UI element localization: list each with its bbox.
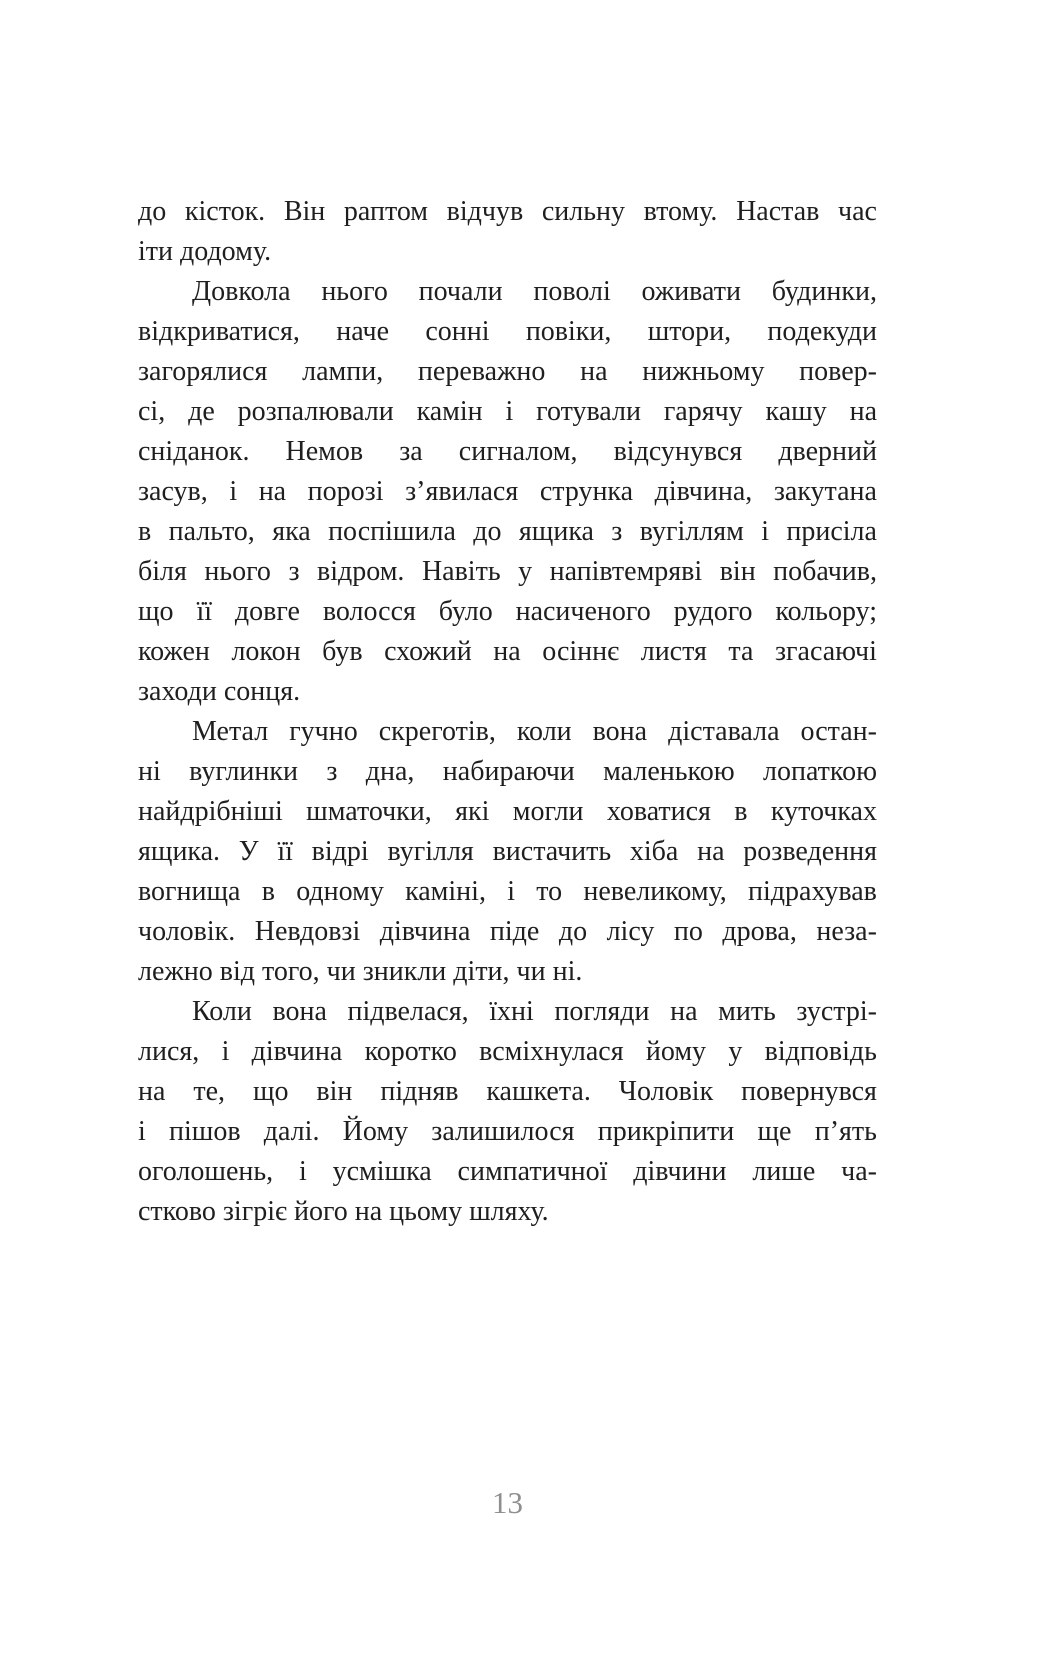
word: час xyxy=(838,196,877,227)
word: був xyxy=(322,636,363,667)
word: подекуди xyxy=(767,316,877,347)
word: і xyxy=(507,876,515,907)
word: могли xyxy=(512,796,584,827)
word: довге xyxy=(234,596,300,627)
word: вугілля xyxy=(387,836,474,867)
word: волосся xyxy=(322,596,416,627)
word: Коли xyxy=(192,996,252,1027)
word: кожен xyxy=(138,636,210,667)
word: повіки, xyxy=(525,316,612,347)
text-line xyxy=(138,392,877,432)
word: вуглинки xyxy=(189,756,298,787)
word: піде xyxy=(489,916,540,947)
text-line xyxy=(138,432,877,472)
word: лісу xyxy=(606,916,655,947)
word: у xyxy=(518,556,533,587)
word: відрі xyxy=(311,836,369,867)
word: дівчина xyxy=(379,916,471,947)
word: те, xyxy=(193,1076,226,1107)
word: до xyxy=(473,516,502,547)
word: кашу xyxy=(765,396,827,427)
word: з xyxy=(326,756,338,787)
word: і xyxy=(138,1116,146,1147)
word: зустрі- xyxy=(796,996,877,1027)
word: на xyxy=(138,1076,166,1107)
word: на xyxy=(849,396,877,427)
text-line: заходи сонця. xyxy=(138,676,301,707)
word: то xyxy=(536,876,563,907)
word: її xyxy=(277,836,293,867)
text-line xyxy=(138,552,877,592)
word: неза- xyxy=(816,916,877,947)
word: гарячу xyxy=(663,396,743,427)
word: закутана xyxy=(773,476,877,507)
word: будинки, xyxy=(771,276,877,307)
word: вогнища xyxy=(138,876,241,907)
word: У xyxy=(238,836,259,867)
word: кольору; xyxy=(775,596,877,627)
word: де xyxy=(188,396,215,427)
word: і xyxy=(229,476,238,507)
word: і xyxy=(221,1036,230,1067)
word: він xyxy=(719,556,756,587)
word: вистачить xyxy=(492,836,612,867)
text-line xyxy=(138,472,877,512)
word: Він xyxy=(283,196,326,227)
text-line xyxy=(138,352,877,392)
word: усмішка xyxy=(332,1156,432,1187)
word: готували xyxy=(536,396,641,427)
word: всміхнулася xyxy=(479,1036,624,1067)
word: за xyxy=(399,436,423,467)
word: було xyxy=(438,596,493,627)
word: Невдовзі xyxy=(254,916,361,947)
text-line xyxy=(138,792,877,832)
paragraph xyxy=(138,712,877,992)
word: повернувся xyxy=(741,1076,877,1107)
word: вона xyxy=(272,996,327,1027)
text-line xyxy=(138,512,877,552)
word: повер- xyxy=(799,356,877,387)
word: прикріпити xyxy=(597,1116,735,1147)
word: на xyxy=(670,996,698,1027)
word: погляди xyxy=(554,996,650,1027)
word: симпатичної xyxy=(457,1156,608,1187)
word: дівчини xyxy=(633,1156,727,1187)
word: найдрібніші xyxy=(138,796,283,827)
word: втому. xyxy=(643,196,718,227)
word: локон xyxy=(231,636,301,667)
word: ховатися xyxy=(606,796,711,827)
word: поволі xyxy=(533,276,611,307)
text-line xyxy=(138,832,877,872)
word: коротко xyxy=(364,1036,457,1067)
page-number: 13 xyxy=(492,1485,523,1520)
word: сигналом, xyxy=(458,436,578,467)
word: дівчина, xyxy=(654,476,753,507)
word: Метал xyxy=(192,716,269,747)
word: схожий xyxy=(384,636,472,667)
word: оживати xyxy=(641,276,741,307)
word: оголошень, xyxy=(138,1156,274,1187)
word: нього xyxy=(321,276,388,307)
word: кашкета. xyxy=(486,1076,591,1107)
word: дверний xyxy=(778,436,877,467)
word: дна, xyxy=(365,756,415,787)
word: що xyxy=(138,596,174,627)
word: на xyxy=(258,476,287,507)
word: набираючи xyxy=(442,756,575,787)
word: на xyxy=(697,836,725,867)
word: відчув xyxy=(446,196,524,227)
text-line: лежно від того, чи зникли діти, чи ні. xyxy=(138,956,583,987)
word: сильну xyxy=(541,196,625,227)
word: сніданок. xyxy=(138,436,250,467)
text-line: іти додому. xyxy=(138,236,272,267)
word: вона xyxy=(592,716,648,747)
text-line xyxy=(138,992,877,1032)
word: далі. xyxy=(263,1116,320,1147)
word: лише xyxy=(752,1156,816,1187)
word: листя xyxy=(640,636,707,667)
word: осіннє xyxy=(542,636,620,667)
body-text xyxy=(138,192,877,1232)
word: та xyxy=(728,636,754,667)
word: п’ять xyxy=(814,1116,877,1147)
word: шматочки, xyxy=(306,796,432,827)
word: Немов xyxy=(285,436,364,467)
word: мить xyxy=(718,996,776,1027)
word: відсунувся xyxy=(613,436,743,467)
word: раптом xyxy=(343,196,429,227)
word: Довкола xyxy=(192,276,291,307)
word: на xyxy=(493,636,521,667)
word: і xyxy=(761,516,769,547)
word: кісток. xyxy=(184,196,266,227)
word: Йому xyxy=(342,1116,409,1147)
word: і xyxy=(298,1156,307,1187)
word: наче xyxy=(336,316,390,347)
word: у xyxy=(728,1036,743,1067)
word: біля xyxy=(138,556,187,587)
word: гучно xyxy=(289,716,358,747)
word: лампи, xyxy=(302,356,384,387)
word: з xyxy=(288,556,300,587)
word: дівчина xyxy=(251,1036,343,1067)
text-line xyxy=(138,192,877,232)
text-line xyxy=(138,872,877,912)
word: порозі xyxy=(307,476,384,507)
text-line: стково зігріє його на цьому шляху. xyxy=(138,1196,549,1227)
word: чоловік. xyxy=(138,916,236,947)
word: нижньому xyxy=(642,356,765,387)
word: ящика. xyxy=(138,836,221,867)
word: підрахував xyxy=(748,876,877,907)
word: нього xyxy=(204,556,271,587)
paragraph xyxy=(138,992,877,1232)
word: Навіть xyxy=(421,556,501,587)
word: лися, xyxy=(138,1036,200,1067)
word: сі, xyxy=(138,396,166,427)
word: до xyxy=(138,196,167,227)
word: одному xyxy=(296,876,384,907)
word: розведення xyxy=(743,836,877,867)
word: поспішила xyxy=(328,516,456,547)
word: розпалювали xyxy=(237,396,394,427)
word: її xyxy=(196,596,213,627)
word: ящика xyxy=(518,516,594,547)
paragraph xyxy=(138,272,877,712)
word: побачив, xyxy=(773,556,877,587)
word: штори, xyxy=(647,316,732,347)
word: сонні xyxy=(425,316,490,347)
word: каміні, xyxy=(405,876,486,907)
word: з’явилася xyxy=(405,476,519,507)
word: в xyxy=(138,516,152,547)
paragraph xyxy=(138,192,877,272)
word: їхні xyxy=(489,996,534,1027)
word: камін xyxy=(416,396,483,427)
text-line xyxy=(138,312,877,352)
word: загорялися xyxy=(138,356,268,387)
word: лопаткою xyxy=(762,756,877,787)
word: струнка xyxy=(539,476,634,507)
text-line xyxy=(138,1152,877,1192)
text-line xyxy=(138,752,877,792)
word: куточках xyxy=(770,796,877,827)
word: переважно xyxy=(417,356,546,387)
text-line xyxy=(138,592,877,632)
word: ні xyxy=(138,756,161,787)
word: насиченого xyxy=(515,596,651,627)
word: підняв xyxy=(380,1076,459,1107)
word: що xyxy=(252,1076,289,1107)
word: до xyxy=(558,916,588,947)
word: напівтемряві xyxy=(549,556,703,587)
word: в xyxy=(734,796,748,827)
word: по xyxy=(673,916,703,947)
word: рудого xyxy=(673,596,753,627)
word: скреготів, xyxy=(378,716,496,747)
text-line xyxy=(138,1032,877,1072)
text-line xyxy=(138,632,877,672)
word: згасаючі xyxy=(775,636,877,667)
word: маленькою xyxy=(603,756,735,787)
text-line xyxy=(138,272,877,312)
word: пішов xyxy=(169,1116,241,1147)
word: яка xyxy=(272,516,311,547)
word: ще xyxy=(757,1116,792,1147)
word: пальто, xyxy=(168,516,255,547)
word: невеликому, xyxy=(583,876,727,907)
word: почали xyxy=(418,276,503,307)
text-line xyxy=(138,1072,877,1112)
word: з xyxy=(611,516,623,547)
word: Настав xyxy=(736,196,820,227)
word: які xyxy=(455,796,490,827)
word: вугіллям xyxy=(639,516,744,547)
word: відром. xyxy=(317,556,405,587)
word: відповідь xyxy=(764,1036,877,1067)
word: остан- xyxy=(800,716,877,747)
word: ча- xyxy=(841,1156,877,1187)
word: він xyxy=(316,1076,353,1107)
word: засув, xyxy=(138,476,208,507)
word: залишилося xyxy=(431,1116,575,1147)
text-line xyxy=(138,712,877,752)
word: відкриватися, xyxy=(138,316,300,347)
word: підвелася, xyxy=(347,996,469,1027)
word: йому xyxy=(645,1036,707,1067)
word: присіла xyxy=(786,516,877,547)
word: і xyxy=(505,396,514,427)
word: коли xyxy=(516,716,572,747)
word: на xyxy=(580,356,608,387)
word: в xyxy=(261,876,275,907)
text-line xyxy=(138,912,877,952)
word: діставала xyxy=(668,716,780,747)
word: хіба xyxy=(629,836,679,867)
word: дрова, xyxy=(722,916,797,947)
word: Чоловік xyxy=(618,1076,714,1107)
text-line xyxy=(138,1112,877,1152)
